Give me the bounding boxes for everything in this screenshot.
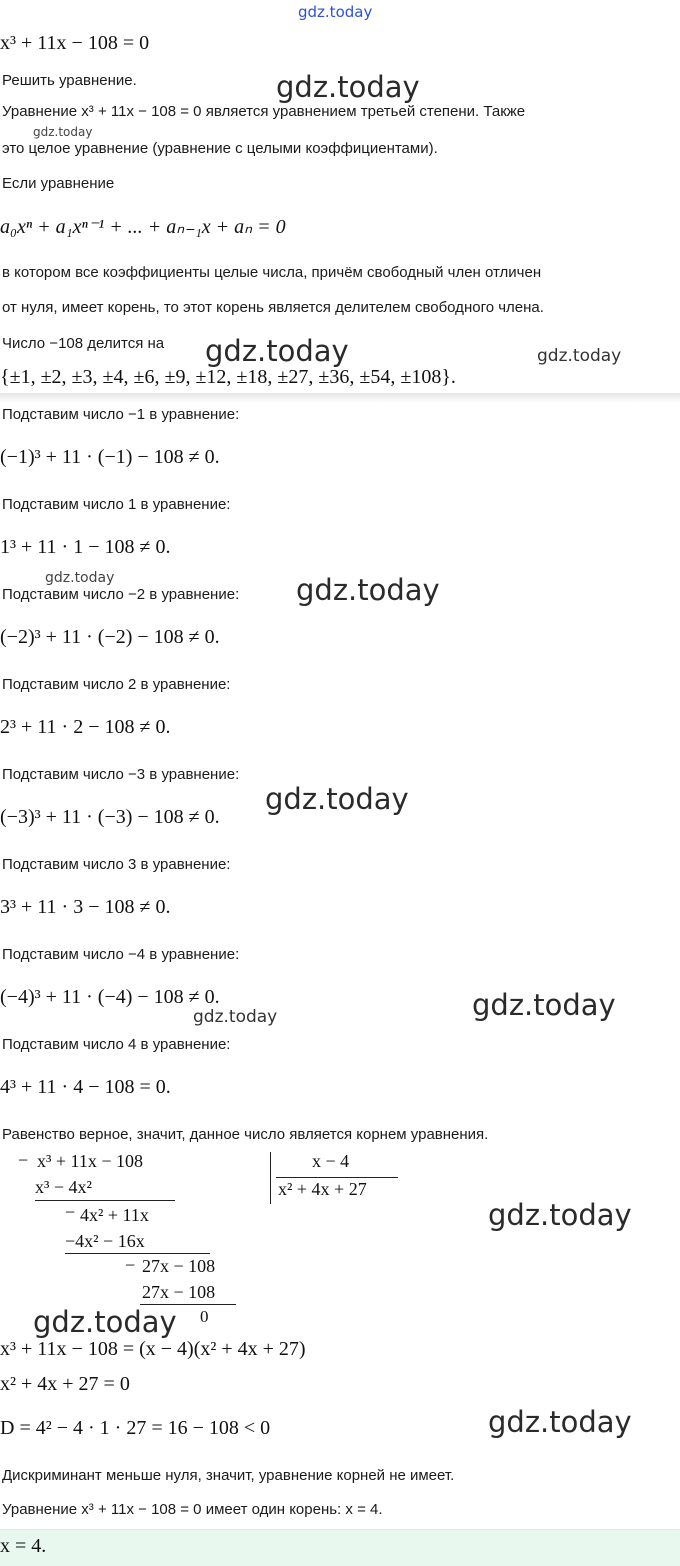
discriminant: D = 4² − 4 · 1 · 27 = 16 − 108 < 0 bbox=[0, 1417, 271, 1439]
answer-box bbox=[0, 1529, 680, 1566]
paragraph: Уравнение x³ + 11x − 108 = 0 имеет один корень: x = 4. bbox=[2, 1501, 383, 1518]
division-divisor: x − 4 bbox=[312, 1151, 350, 1171]
check-label: Подставим число 3 в уравнение: bbox=[2, 856, 231, 873]
paragraph: Уравнение x³ + 11x − 108 = 0 является уравнением третьей степени. Также bbox=[2, 103, 526, 120]
paragraph: Число −108 делится на bbox=[2, 335, 165, 352]
paragraph: это целое уравнение (уравнение с целыми коэффициентами). bbox=[2, 140, 438, 157]
division-subtrahend: x³ − 4x² bbox=[35, 1177, 92, 1197]
check-expression: (−4)³ + 11 · (−4) − 108 ≠ 0. bbox=[0, 986, 220, 1008]
division-minus: − bbox=[18, 1150, 29, 1170]
division-line bbox=[35, 1200, 175, 1201]
section-divider-shadow bbox=[0, 393, 680, 403]
division-minus: − bbox=[125, 1255, 136, 1275]
watermark: gdz.today bbox=[296, 573, 440, 607]
watermark: gdz.today bbox=[488, 1405, 632, 1439]
division-remainder: 27x − 108 bbox=[142, 1256, 216, 1276]
watermark: gdz.today bbox=[193, 1007, 278, 1027]
watermark: gdz.today bbox=[537, 346, 622, 366]
divisor-set: {±1, ±2, ±3, ±4, ±6, ±9, ±12, ±18, ±27, ±36, ±54, ±108}. bbox=[0, 366, 456, 388]
paragraph: от нуля, имеет корень, то этот корень является делителем свободного члена. bbox=[2, 299, 544, 316]
paragraph: Равенство верное, значит, данное число является корнем уравнения. bbox=[2, 1126, 489, 1143]
check-label: Подставим число −4 в уравнение: bbox=[2, 946, 240, 963]
check-expression: (−3)³ + 11 · (−3) − 108 ≠ 0. bbox=[0, 806, 220, 828]
check-expression: (−1)³ + 11 · (−1) − 108 ≠ 0. bbox=[0, 446, 220, 468]
check-label: Подставим число 4 в уравнение: bbox=[2, 1036, 231, 1053]
general-equation: a₀xⁿ + a₁xⁿ⁻¹ + ... + aₙ₋₁x + aₙ = 0 bbox=[0, 216, 286, 238]
division-line bbox=[276, 1177, 398, 1178]
check-label: Подставим число 2 в уравнение: bbox=[2, 676, 231, 693]
check-expression: 2³ + 11 · 2 − 108 ≠ 0. bbox=[0, 716, 171, 738]
division-final-remainder: 0 bbox=[200, 1307, 209, 1326]
division-bracket bbox=[270, 1152, 271, 1204]
check-label: Подставим число −1 в уравнение: bbox=[2, 406, 240, 423]
check-label: Подставим число −2 в уравнение: bbox=[2, 586, 240, 603]
division-quotient: x² + 4x + 27 bbox=[278, 1179, 367, 1199]
paragraph: Если уравнение bbox=[2, 175, 115, 192]
watermark: gdz.today bbox=[45, 570, 115, 586]
division-subtrahend: 27x − 108 bbox=[142, 1282, 216, 1302]
watermark: gdz.today bbox=[33, 125, 93, 139]
division-minus: − bbox=[65, 1202, 76, 1222]
check-expression: 3³ + 11 · 3 − 108 ≠ 0. bbox=[0, 896, 171, 918]
watermark: gdz.today bbox=[33, 1305, 177, 1339]
check-expression: (−2)³ + 11 · (−2) − 108 ≠ 0. bbox=[0, 626, 220, 648]
paragraph: Дискриминант меньше нуля, значит, уравнение корней не имеет. bbox=[2, 1467, 455, 1484]
watermark: gdz.today bbox=[205, 334, 349, 368]
answer-text: x = 4. bbox=[0, 1535, 47, 1557]
watermark: gdz.today bbox=[276, 70, 420, 104]
factorization: x³ + 11x − 108 = (x − 4)(x² + 4x + 27) bbox=[0, 1338, 306, 1360]
check-label: Подставим число −3 в уравнение: bbox=[2, 766, 240, 783]
division-dividend: x³ + 11x − 108 bbox=[37, 1151, 144, 1171]
quadratic-equation: x² + 4x + 27 = 0 bbox=[0, 1373, 130, 1395]
check-label: Подставим число 1 в уравнение: bbox=[2, 496, 231, 513]
paragraph: в котором все коэффициенты целые числа, причём свободный член отличен bbox=[2, 264, 542, 281]
task-text: Решить уравнение. bbox=[2, 72, 137, 89]
division-remainder: 4x² + 11x bbox=[80, 1205, 149, 1225]
main-equation: x³ + 11x − 108 = 0 bbox=[0, 32, 150, 54]
division-line bbox=[65, 1253, 210, 1254]
check-expression: 1³ + 11 · 1 − 108 ≠ 0. bbox=[0, 536, 171, 558]
division-subtrahend: −4x² − 16x bbox=[65, 1231, 145, 1251]
watermark: gdz.today bbox=[472, 988, 616, 1022]
check-expression: 4³ + 11 · 4 − 108 = 0. bbox=[0, 1076, 171, 1098]
watermark: gdz.today bbox=[298, 3, 373, 21]
watermark: gdz.today bbox=[488, 1198, 632, 1232]
watermark: gdz.today bbox=[265, 782, 409, 816]
